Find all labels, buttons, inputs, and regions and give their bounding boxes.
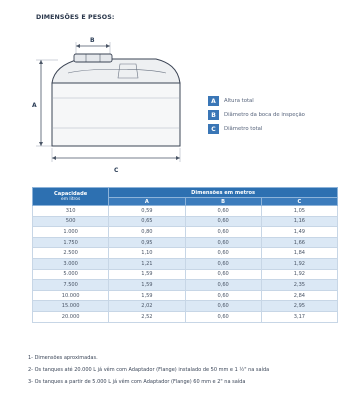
cell-c: 1,49: [261, 227, 337, 238]
header-b: B: [185, 198, 261, 206]
header-dimensions: Dimensões em metros: [109, 188, 338, 198]
cell-a: 0,65: [109, 216, 185, 227]
table-row: [33, 311, 338, 322]
table-row: [33, 290, 338, 301]
cell-c: 1,92: [261, 269, 337, 280]
page-title: DIMENSÕES E PESOS:: [36, 14, 115, 21]
cell-a: 1,10: [109, 248, 185, 259]
table-row: [33, 258, 338, 269]
cell-capacity: 20.000: [33, 311, 109, 322]
cell-capacity: 3.000: [33, 258, 109, 269]
cell-capacity: 10.000: [33, 290, 109, 301]
table-row: [33, 227, 338, 238]
cell-c: 1,66: [261, 237, 337, 248]
cell-a: 0,59: [109, 206, 185, 217]
cell-capacity: 1.000: [33, 227, 109, 238]
cell-capacity: 310: [33, 206, 109, 217]
table-row: [33, 269, 338, 280]
table-row: [33, 248, 338, 259]
header-c: C: [261, 198, 337, 206]
header-capacity-label: Capacidade: [54, 191, 88, 197]
cell-capacity: 500: [33, 216, 109, 227]
dimensions-table: [32, 187, 338, 323]
footnote-3: 3- Os tanques a partir de 5.000 L já vêm com Adaptador (Flange) 60 mm e 2" na saída: [28, 379, 246, 385]
tank-shape: [52, 54, 180, 146]
label-c: C: [114, 167, 119, 174]
legend-text-a: Altura total: [224, 98, 254, 104]
cell-b: 0,60: [185, 216, 261, 227]
footnote-2: 2- Os tanques até 20.000 L já vêm com Adaptador (Flange) instalado de 50 mm e 1 ½" na saída: [28, 367, 270, 373]
cell-a: 2,02: [109, 301, 185, 312]
header-a: A: [109, 198, 185, 206]
cell-b: 0,60: [185, 248, 261, 259]
cell-c: 3,17: [261, 311, 337, 322]
table-row: [33, 301, 338, 312]
dimension-legend: [208, 94, 305, 136]
cell-b: 0,60: [185, 301, 261, 312]
cell-b: 0,60: [185, 206, 261, 217]
cell-c: 2,84: [261, 290, 337, 301]
cell-a: 0,95: [109, 237, 185, 248]
cell-c: 1,92: [261, 258, 337, 269]
label-a: A: [32, 102, 37, 109]
table-row: [33, 216, 338, 227]
cell-b: 0,60: [185, 290, 261, 301]
header-capacity: [33, 188, 109, 206]
legend-item-b: [208, 108, 305, 122]
cell-a: 1,21: [109, 258, 185, 269]
cell-a: 2,52: [109, 311, 185, 322]
cell-capacity: 15.000: [33, 301, 109, 312]
table-body: [33, 206, 338, 323]
cell-c: 1,84: [261, 248, 337, 259]
cell-c: 1,05: [261, 206, 337, 217]
cell-a: 1,59: [109, 280, 185, 291]
legend-item-c: [208, 122, 305, 136]
legend-key-c: C: [208, 124, 219, 134]
dimension-c: [52, 148, 180, 174]
cell-b: 0,60: [185, 258, 261, 269]
cell-c: 1,16: [261, 216, 337, 227]
cell-c: 2,35: [261, 280, 337, 291]
cell-b: 0,60: [185, 311, 261, 322]
table-row: [33, 280, 338, 291]
cell-a: 1,59: [109, 269, 185, 280]
tank-diagram: [28, 28, 208, 182]
cell-c: 2,95: [261, 301, 337, 312]
cell-a: 0,80: [109, 227, 185, 238]
cell-b: 0,60: [185, 237, 261, 248]
cell-capacity: 7.500: [33, 280, 109, 291]
cell-a: 1,59: [109, 290, 185, 301]
cell-b: 0,60: [185, 227, 261, 238]
table-row: [33, 237, 338, 248]
header-capacity-unit: em litros: [61, 197, 81, 202]
legend-item-a: [208, 94, 305, 108]
footnote-1: 1- Dimensões aproximadas.: [28, 355, 98, 361]
cell-capacity: 2.500: [33, 248, 109, 259]
legend-text-c: Diâmetro total: [224, 126, 263, 132]
cell-b: 0,60: [185, 280, 261, 291]
cell-capacity: 1.750: [33, 237, 109, 248]
legend-key-a: A: [208, 96, 219, 106]
legend-text-b: Diâmetro da boca de inspeção: [224, 112, 305, 118]
legend-key-b: B: [208, 110, 219, 120]
footnotes: [28, 352, 343, 388]
label-b: B: [90, 37, 95, 44]
cell-capacity: 5.000: [33, 269, 109, 280]
cell-b: 0,60: [185, 269, 261, 280]
table-row: [33, 206, 338, 217]
